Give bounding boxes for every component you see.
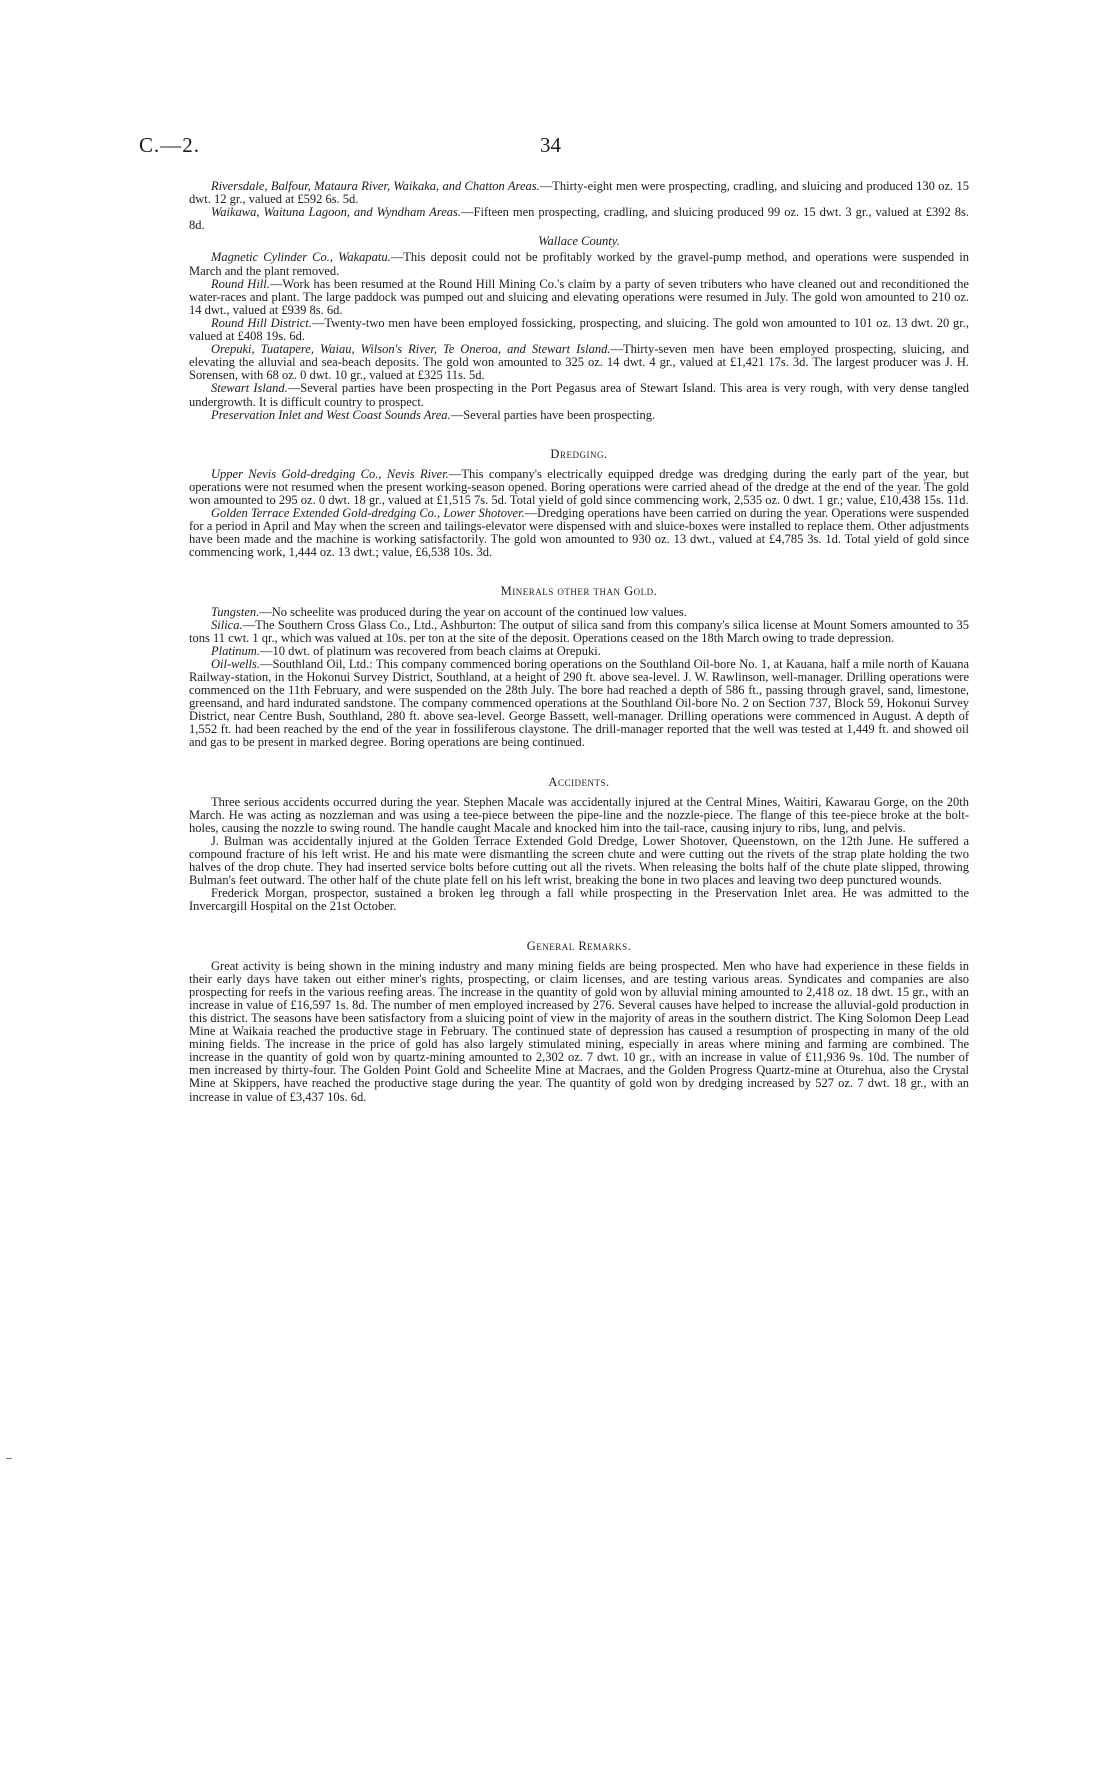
subheading-wallace-county: Wallace County. bbox=[538, 234, 620, 249]
paragraph-text: —Several parties have been prospecting. bbox=[450, 407, 656, 422]
paragraph-lead: Silica. bbox=[211, 617, 243, 632]
paragraph bbox=[189, 251, 969, 277]
paragraph bbox=[189, 887, 969, 913]
paragraph-lead: Upper Nevis Gold-dredging Co., Nevis River. bbox=[211, 466, 449, 481]
paragraph-text: —This deposit could not be profitably worked by the gravel-pump method, and operations were suspended in March and the plant removed. bbox=[189, 250, 969, 278]
paragraph-lead: Round Hill. bbox=[211, 276, 270, 291]
paragraph bbox=[189, 468, 969, 507]
paragraph bbox=[189, 343, 969, 382]
paragraph bbox=[189, 796, 969, 835]
paragraph bbox=[189, 409, 969, 422]
paragraph-lead: Riversdale, Balfour, Mataura River, Waikaka, and Chatton Areas. bbox=[211, 179, 540, 193]
document-code: C.—2. bbox=[139, 133, 201, 157]
paragraph bbox=[189, 960, 969, 1104]
paragraph-lead: Waikawa, Waituna Lagoon, and Wyndham Areas. bbox=[211, 205, 462, 220]
paragraph-text: J. Bulman was accidentally injured at the Golden Terrace Extended Gold Dredge, Lower Shotover, Queenstown, on the 12th June. He suffered a compound fracture of his left wrist. He and his mate were dismantling the screen chute and were cutting out the rivets of the strap plate holding the two halves of the drop chute. They had inserted service bolts before cutting out all the rivets. When releasing the bolts half of the chute plate slipped, throwing Bulman's feet outward. The other half of the chute plate fell on his left wrist, breaking the bone in two places and leaving two deep punctured wounds. bbox=[189, 833, 969, 888]
paragraph bbox=[189, 278, 969, 317]
paragraph bbox=[189, 658, 969, 750]
paragraph-text: —Southland Oil, Ltd.: This company commenced boring operations on the Southland Oil-bore No. 1, at Kauana, half a mile north of Kauana Railway-station, in the Hokonui Survey District, Southland, at a height of 290 ft. above sea-level. J. W. Rawlinson, well-manager. Drilling operations were commenced on the 11th February, and were suspended on the 28th July. The bore had reached a depth of 586 ft., passing through gravel, sand, limestone, greensand, and hard indurated sandstone. The company commenced operations at the Southland Oil-bore No. 2 on Section 737, Block 59, Hokonui Survey District, near Centre Bush, Southland, 280 ft. above sea-level. George Bassett, well-manager. Drilling operations were commenced in August. A depth of 1,552 ft. had been reached by the end of the year in fossiliferous claystone. The drill-manager reported that the well was tested at 1,449 ft. and showed oil and gas to be present in marked degree. Boring operations are being continued. bbox=[189, 656, 969, 750]
paragraph bbox=[189, 507, 969, 559]
paragraph-lead: Preservation Inlet and West Coast Sounds Area. bbox=[211, 407, 451, 422]
margin-mark bbox=[6, 1458, 12, 1459]
paragraph-text: —10 dwt. of platinum was recovered from beach claims at Orepuki. bbox=[259, 643, 601, 658]
paragraph-text: —The Southern Cross Glass Co., Ltd., Ashburton: The output of silica sand from this company's silica license at Mount Somers amounted to 35 tons 11 cwt. 1 qr., which was valued at 10s. per ton at the site of the deposit. Operations ceased on the 18th March owing to trade depression. bbox=[189, 617, 969, 645]
section-heading-dredging: Dredging. bbox=[550, 446, 608, 461]
paragraph-text: —No scheelite was produced during the year on account of the continued low values. bbox=[259, 604, 687, 619]
paragraph-lead: Tungsten. bbox=[211, 604, 260, 619]
paragraph-text: —This company's electrically equipped dredge was dredging during the early part of the year, but operations were not resumed when the present working-season opened. Boring operations were carried ahead of the dredge at the end of the year. The gold won amounted to 295 oz. 0 dwt. 18 gr., valued at £1,515 7s. 5d. Total yield of gold since commencing work, 2,535 oz. 0 dwt. 1 gr.; value, £10,438 15s. 11d. bbox=[189, 466, 969, 507]
paragraph-text: Great activity is being shown in the mining industry and many mining fields are being prospected. Men who have had experience in these fields in their early days have taken out either miner's rights, prospecting, or claim licenses, and are testing various areas. Syndicates and companies are also prospecting for reefs in the various reefing areas. The increase in the quantity of gold won by alluvial mining amounted to 2,418 oz. 18 dwt. 15 gr., with an increase in value of £16,597 1s. 8d. The number of men employed increased by 276. Several causes have helped to increase the alluvial-gold production in this district. The seasons have been satisfactory from a sluicing point of view in the majority of areas in the southern district. The King Solomon Deep Lead Mine at Waikaia reached the productive stage in February. The continued state of depression has caused a resumption of prospecting in many of the old mining fields. The increase in the price of gold has also largely stimulated mining, especially in areas where mining and farming are combined. The increase in the quantity of gold won by quartz-mining amounted to 2,302 oz. 7 dwt. 10 gr., with an increase in value of £11,936 9s. 10d. The number of men increased by thirty-four. The Golden Point Gold and Scheelite Mine at Macraes, and the Golden Progress Quartz-mine at Oturehua, also the Crystal Mine at Skippers, have reached the productive stage during the year. The quantity of gold won by dredging increased by 527 oz. 7 dwt. 18 gr., with an increase in value of £3,437 10s. 6d. bbox=[189, 958, 969, 1104]
paragraph-text: —Thirty-seven men have been employed prospecting, sluicing, and elevating the alluvial and sea-beach deposits. The gold won amounted to 325 oz. 14 dwt. 4 gr., valued at £1,421 17s. 3d. The largest producer was J. H. Sorensen, with 68 oz. 0 dwt. 10 gr., valued at £325 11s. 5d. bbox=[189, 342, 969, 383]
paragraph-lead: Round Hill District. bbox=[211, 315, 312, 330]
paragraph-text: —Thirty-eight men were prospecting, cradling, and sluicing and produced 130 oz. 15 dwt. 12 gr., valued at £592 6s. 5d. bbox=[189, 179, 969, 207]
paragraph-lead: Oil-wells. bbox=[211, 656, 260, 671]
paragraph-text: Three serious accidents occurred during the year. Stephen Macale was accidentally injured at the Central Mines, Waitiri, Kawarau Gorge, on the 20th March. He was acting as nozzleman and was using a tee-piece between the pipe-line and the nozzle-piece. The flange of this tee-piece broke at the bolt-holes, causing the nozzle to swing round. The handle caught Macale and knocked him into the tail-race, causing injury to ribs, lung, and pelvis. bbox=[189, 794, 969, 835]
section-heading-accidents: Accidents. bbox=[548, 774, 610, 789]
paragraph bbox=[189, 619, 969, 645]
paragraph-lead: Platinum. bbox=[211, 643, 260, 658]
paragraph bbox=[189, 317, 969, 343]
paragraph-text: Frederick Morgan, prospector, sustained a broken leg through a fall while prospecting in the Preservation Inlet area. He was admitted to the Invercargill Hospital on the 21st October. bbox=[189, 886, 969, 914]
paragraph-lead: Golden Terrace Extended Gold-dredging Co., Lower Shotover. bbox=[211, 506, 525, 521]
paragraph bbox=[189, 180, 969, 206]
paragraph-text: —Several parties have been prospecting in the Port Pegasus area of Stewart Island. This area is very rough, with very dense tangled undergrowth. It is difficult country to prospect. bbox=[189, 381, 969, 409]
paragraph bbox=[189, 835, 969, 887]
paragraph-text: —Twenty-two men have been employed fossicking, prospecting, and sluicing. The gold won amounted to 101 oz. 13 dwt. 20 gr., valued at £408 19s. 6d. bbox=[189, 315, 970, 344]
document-body bbox=[189, 180, 969, 1104]
paragraph-text: —Fifteen men prospecting, cradling, and sluicing produced 99 oz. 15 dwt. 3 gr., valued at £392 8s. 8d. bbox=[189, 205, 969, 233]
paragraph-lead: Magnetic Cylinder Co., Wakapatu. bbox=[211, 250, 391, 265]
paragraph bbox=[189, 206, 969, 232]
paragraph-text: —Work has been resumed at the Round Hill Mining Co.'s claim by a party of seven tributers who have cleaned out and reconditioned the water-races and plant. The large paddock was pumped out and sluicing and elevating operations were resumed in July. The gold won amounted to 210 oz. 14 dwt., valued at £939 8s. 6d. bbox=[189, 276, 969, 317]
paragraph bbox=[189, 382, 969, 408]
paragraph-text: —Dredging operations have been carried on during the year. Operations were suspended for a period in April and May when the screen and tailings-elevator were dispensed with and sluice-boxes were installed to replace them. Other adjustments have been made and the machine is working satisfactorily. The gold won amounted to 930 oz. 13 dwt., valued at £4,785 3s. 1d. Total yield of gold since commencing work, 1,444 oz. 13 dwt.; value, £6,538 10s. 3d. bbox=[189, 506, 969, 560]
paragraph-lead: Stewart Island. bbox=[211, 381, 288, 396]
section-heading-general-remarks: General Remarks. bbox=[526, 938, 632, 953]
section-heading-minerals: Minerals other than Gold. bbox=[500, 584, 658, 599]
paragraph-lead: Orepuki, Tuatapere, Waiau, Wilson's River, Te Oneroa, and Stewart Island. bbox=[211, 342, 611, 357]
page-number: 34 bbox=[540, 133, 561, 157]
